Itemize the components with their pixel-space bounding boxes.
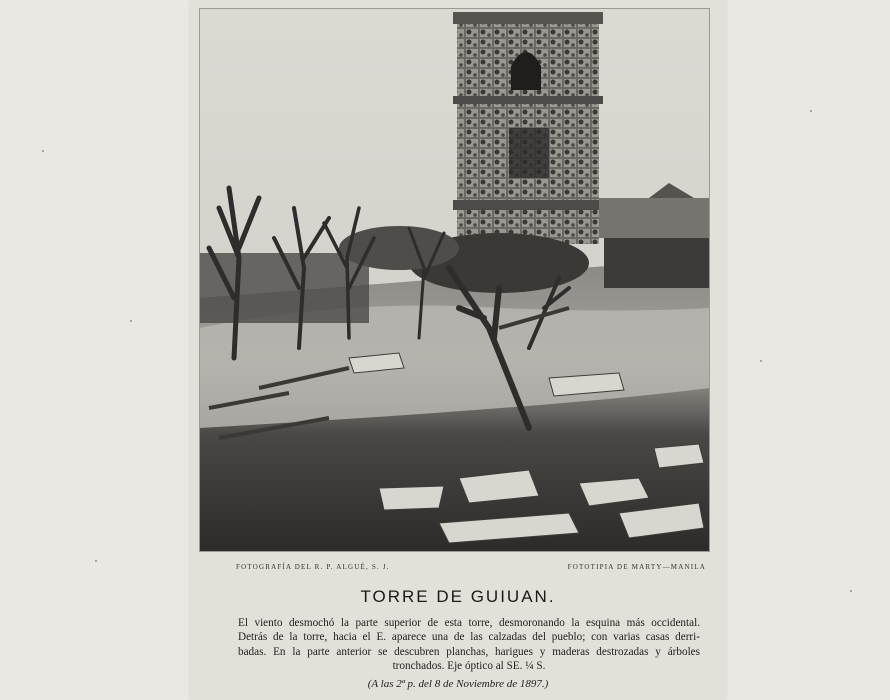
paper-speck [850,590,852,592]
background-left [0,0,190,700]
caption-line: Detrás de la torre, hacia el E. aparece una de las calzadas del pueblo; con varias casas derri- [238,631,700,644]
plate-title: TORRE DE GUIUAN. [360,587,556,606]
paper-speck [760,360,762,362]
plate-caption [238,616,700,673]
photo-credits [236,563,706,575]
photographer-credit: FOTOGRAFÍA DEL R. P. ALGUÉ, S. J. [236,563,390,571]
paper-speck [95,560,97,562]
printer-credit: FOTOTIPIA DE MARTY—MANILA [567,563,706,571]
paper-speck [42,150,44,152]
paper-speck [810,110,812,112]
dateline: (A las 2ª p. del 8 de Noviembre de 1897.) [367,678,549,690]
historical-photograph [199,8,710,552]
caption-line: tronchados. Eje óptico al SE. ¼ S. [392,659,546,672]
caption-line: El viento desmochó la parte superior de esta torre, desmoronando la esquina más occidental. [238,617,700,629]
background-right [726,0,890,700]
caption-line: badas. En la parte anterior se descubren planchas, harigues y maderas destrozadas y árboles [238,645,700,658]
paper-speck [130,320,132,322]
tower-ruins [453,12,603,244]
